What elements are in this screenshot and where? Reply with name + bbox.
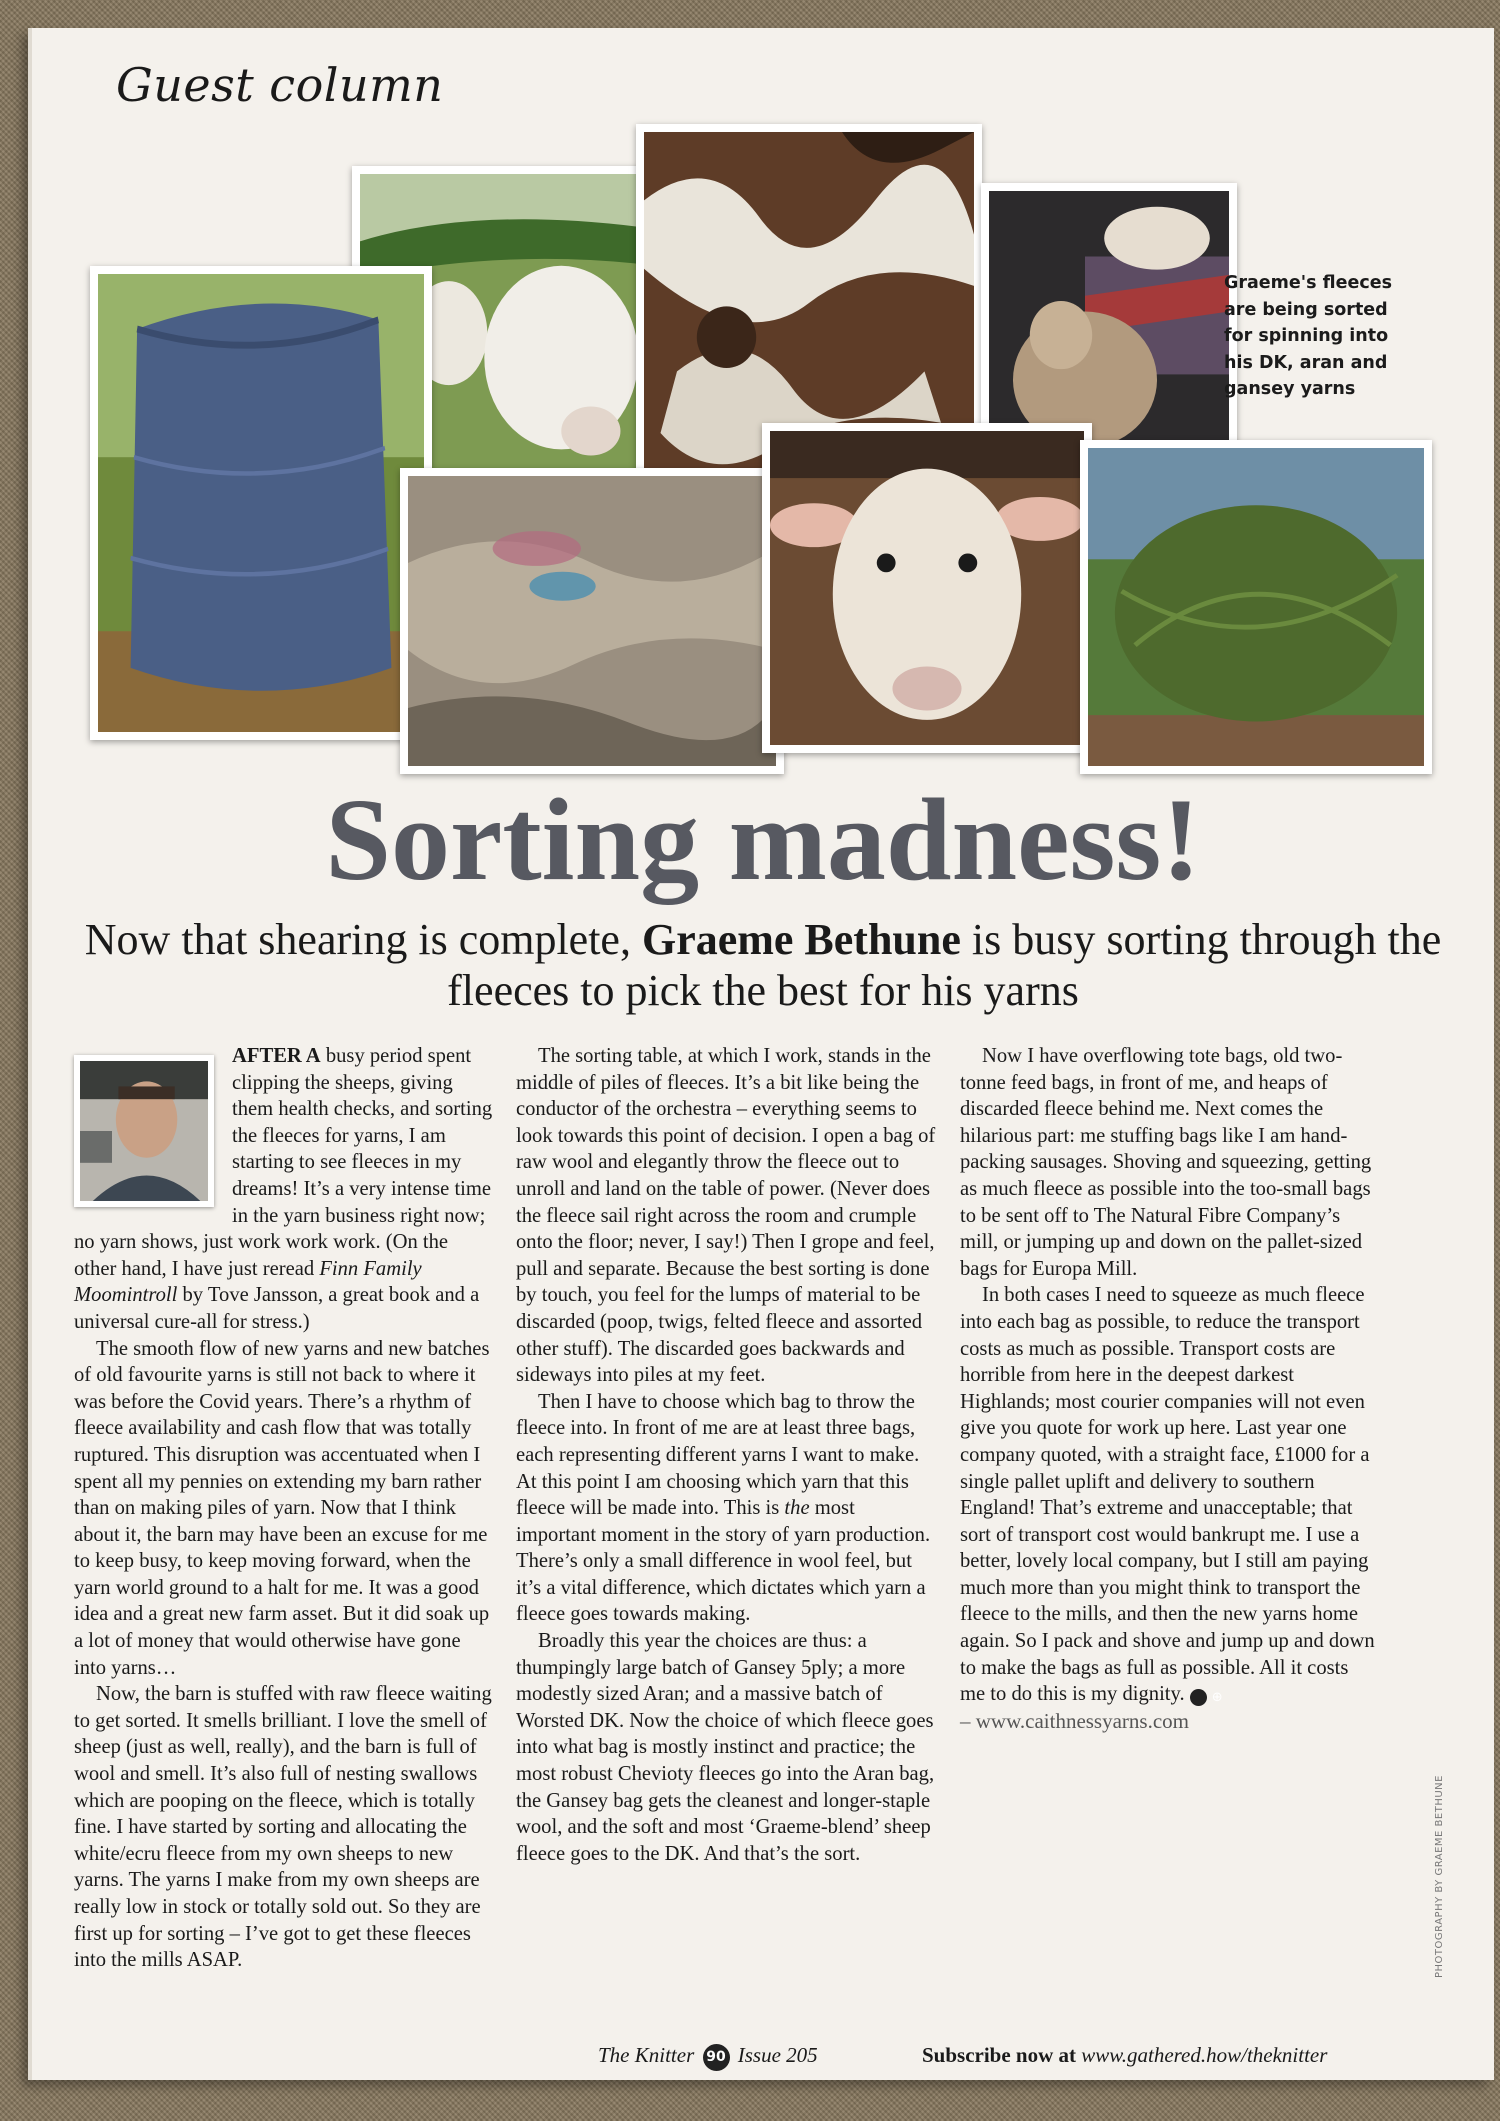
section-kicker: Guest column <box>116 58 444 112</box>
subscribe-label: Subscribe now at <box>922 2043 1077 2067</box>
issue-number: Issue 205 <box>737 2043 818 2067</box>
photo-raw-fleece-dyed <box>400 468 784 774</box>
footer-magazine <box>598 2043 818 2071</box>
p5-part-a: Then I have to choose which bag to throw the fleece into. In front of me are at least three bags, each representing different yarns I want to make. At this point I am choosing which yarn that this fleece will be made into. This is <box>516 1390 920 1520</box>
article-column-2 <box>516 1043 936 1867</box>
standfirst-text-before: Now that shearing is complete, <box>84 915 631 964</box>
p5-part-b: most important moment in the story of yarn production. There’s only a small difference in wool feel, but it’s a vital difference, which dictates which yarn a fleece goes towards making. <box>516 1497 931 1626</box>
footer-subscribe <box>922 2043 1327 2068</box>
p8-text: In both cases I need to squeeze as much fleece into each bag as possible, to reduce the transport costs as much as possible. Transport costs are horrible from here in the deepest darkest Highlands; most courier companies will not even give you quote for work up here. Last year one company quoted, with a straight face, £1000 for a single pallet uplift and delivery to southern England! That’s extreme and unacceptable; that sort of transport cost would bankrupt me. I use a better, lovely local company, but I still am paying much more than you might think to transport the fleece to the mills, and then the new yarns home again. So I pack and shove and jump up and down to make the bags as full as possible. All it costs me to do this is my dignity. <box>960 1284 1375 1706</box>
p1-part-a: busy period spent clipping the sheeps, giving them health checks, and sorting the fleeces for yarns, I am starting to see fleeces in my dreams! It’s a very intense time in the yarn business right now; no yarn shows, just work work work. (On the other hand, I have just reread <box>74 1045 493 1280</box>
paragraph-2: The smooth flow of new yarns and new batches of old favourite yarns is still not back to where it was before the Covid years. There’s a rhythm of fleece availability and cash flow that was totally ruptured. This disruption was accentuated when I spent all my pennies on extending my barn rather than on making piles of yarn. Now that I think about it, the barn may have been an excuse for me to keep busy, to keep moving forward, when the yarn world ground to a halt for me. It was a good idea and a great new farm asset. But it did soak up a lot of money that would otherwise have gone into yarns… <box>74 1337 490 1679</box>
paragraph-8 <box>960 1282 1378 1708</box>
lead-in: AFTER A <box>232 1045 321 1067</box>
website-link[interactable]: – www.caithnessyarns.com <box>960 1708 1190 1733</box>
magazine-page <box>28 28 1494 2080</box>
subscribe-url[interactable]: www.gathered.how/theknitter <box>1081 2043 1328 2067</box>
author-name: Graeme Bethune <box>641 915 961 964</box>
p1-part-b: by Tove Jansson, a great book and a universal cure-all for stress.) <box>74 1284 480 1333</box>
standfirst-text-after: is busy sorting through the fleeces to pick the best for his yarns <box>447 915 1442 1015</box>
article-column-3 <box>960 1043 1378 1734</box>
photo-lamb-closeup <box>762 423 1092 753</box>
paragraph-3: Now, the barn is stuffed with raw fleece waiting to get sorted. It smells brilliant. I love the smell of sheep (just as well, really), and the barn is full of wool and smell. It’s also full of nesting swallows which are pooping on the fleece, which is totally fine. I have started by sorting and allocating the white/ecru fleece from my own sheeps to new yarns. The yarns I make from my own sheeps are really low in stock or totally sold out. So they are first up for sorting – I’ve got to get these fleeces into the mills ASAP. <box>74 1683 492 1972</box>
photo-green-yarn-ball <box>1080 440 1432 774</box>
photo-dog-and-cat <box>981 183 1237 461</box>
paragraph-4: The sorting table, at which I work, stands in the middle of piles of fleeces. It’s a bit like being the conductor of the orchestra – everything seems to look towards this point of decision. I open a bag of raw wool and elegantly throw the fleece out to unroll and land on the table of power. (Never does the fleece sail right across the room and crumple onto the floor; never, I say!) Then I grope and feel, pull and separate. Because the best sorting is done by touch, you feel for the lumps of material to be discarded (poop, twigs, felted fleece and assorted other stuff). The discarded goes backwards and sideways into piles at my feet. <box>516 1045 936 1387</box>
book-title: Finn Family Moomintroll <box>74 1257 422 1307</box>
magazine-name: The Knitter <box>598 2043 695 2067</box>
photo-blue-yarn-cone <box>90 266 432 740</box>
author-photo <box>74 1055 214 1207</box>
page-number: 90 <box>703 2044 730 2071</box>
end-mark-icon: ⊕ <box>1190 1689 1207 1706</box>
p5-emphasis: the <box>784 1497 810 1520</box>
paragraph-6: Broadly this year the choices are thus: a thumpingly large batch of Gansey 5ply; a more modestly sized Aran; and a massive batch of Worsted DK. Now the choice of which fleece goes into what bag is mostly instinct and practice; the most robust Chevioty fleeces go into the Aran bag, the Gansey bag gets the cleanest and longer-staple wool, and the soft and most ‘Graeme-blend’ sheep fleece goes to the DK. And that’s the sort. <box>516 1630 935 1865</box>
photo-caption: Graeme's fleeces are being sorted for spinning into his DK, aran and gansey yarns <box>1224 273 1393 399</box>
article-column-1 <box>74 1043 494 1974</box>
paragraph-5 <box>516 1389 936 1628</box>
photo-credit: PHOTOGRAPHY BY GRAEME BETHUNE <box>1434 1775 1445 1978</box>
article-standfirst <box>72 914 1454 1016</box>
paragraph-7: Now I have overflowing tote bags, old two-tonne feed bags, in front of me, and heaps of discarded fleece behind me. Next comes the hilarious part: me stuffing bags like I am hand-packing sausages. Shoving and squeezing, getting as much fleece as possible into the too-small bags to be sent off to The Natural Fibre Company’s mill, or jumping up and down on the pallet-sized bags for Europa Mill. <box>960 1045 1372 1280</box>
article-headline: Sorting madness! <box>325 774 1201 905</box>
